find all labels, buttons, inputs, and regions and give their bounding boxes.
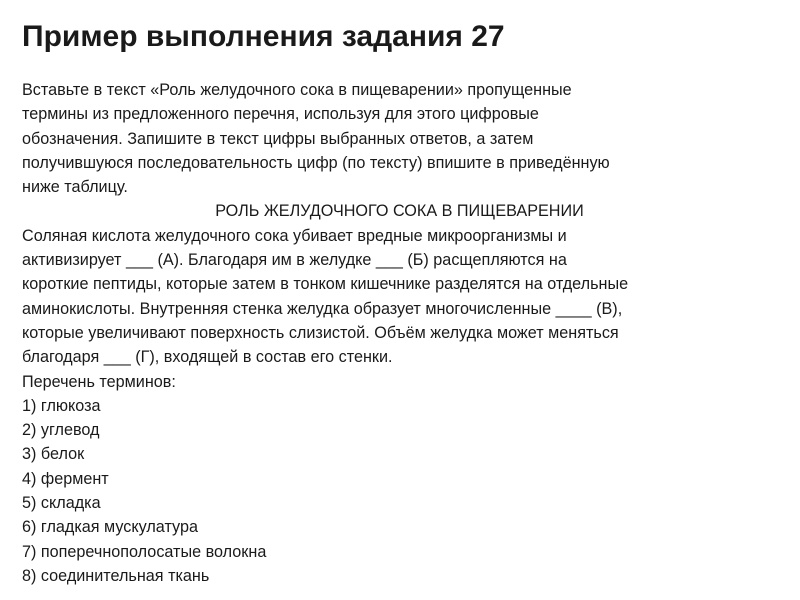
- term-item-2: 2) углевод: [22, 421, 100, 440]
- term-item-5: 5) складка: [22, 494, 101, 513]
- term-item-1: 1) глюкоза: [22, 396, 101, 415]
- term-item-4: 4) фермент: [22, 469, 109, 488]
- term-item-7: 7) поперечнополосатые волокна: [22, 542, 267, 561]
- text-line-1: Соляная кислота желудочного сока убивает вредные микроорганизмы и: [22, 226, 567, 245]
- instruction-line-5: ниже таблицу.: [22, 178, 128, 197]
- instruction-line-1: Вставьте в текст «Роль желудочного сока в пищеварении» пропущенные: [22, 81, 572, 99]
- text-line-6: благодаря ___ (Г), входящей в состав его стенки.: [22, 348, 393, 367]
- text-line-4: аминокислоты. Внутренняя стенка желудка образует многочисленные ____ (В),: [22, 299, 623, 318]
- instruction-line-3: обозначения. Запишите в текст цифры выбранных ответов, а затем: [22, 129, 534, 148]
- text-line-3: короткие пептиды, которые затем в тонком кишечнике разделятся на отдельные: [22, 275, 629, 294]
- text-line-5: которые увеличивают поверхность слизистой. Объём желудка может меняться: [22, 323, 619, 342]
- task-body: [22, 78, 782, 588]
- instruction-line-2: термины из предложенного перечня, используя для этого цифровые: [22, 105, 539, 124]
- term-item-3: 3) белок: [22, 445, 85, 464]
- terms-heading: Перечень терминов:: [22, 372, 176, 391]
- term-item-8: 8) соединительная ткань: [22, 566, 210, 585]
- term-item-6: 6) гладкая мускулатура: [22, 518, 198, 537]
- text-heading: РОЛЬ ЖЕЛУДОЧНОГО СОКА В ПИЩЕВАРЕНИИ: [215, 202, 584, 221]
- instruction-line-4: получившуюся последовательность цифр (по тексту) впишите в приведённую: [22, 153, 610, 172]
- page-title: Пример выполнения задания 27: [22, 20, 505, 53]
- text-line-2: активизирует ___ (А). Благодаря им в желудке ___ (Б) расщепляются на: [22, 251, 567, 270]
